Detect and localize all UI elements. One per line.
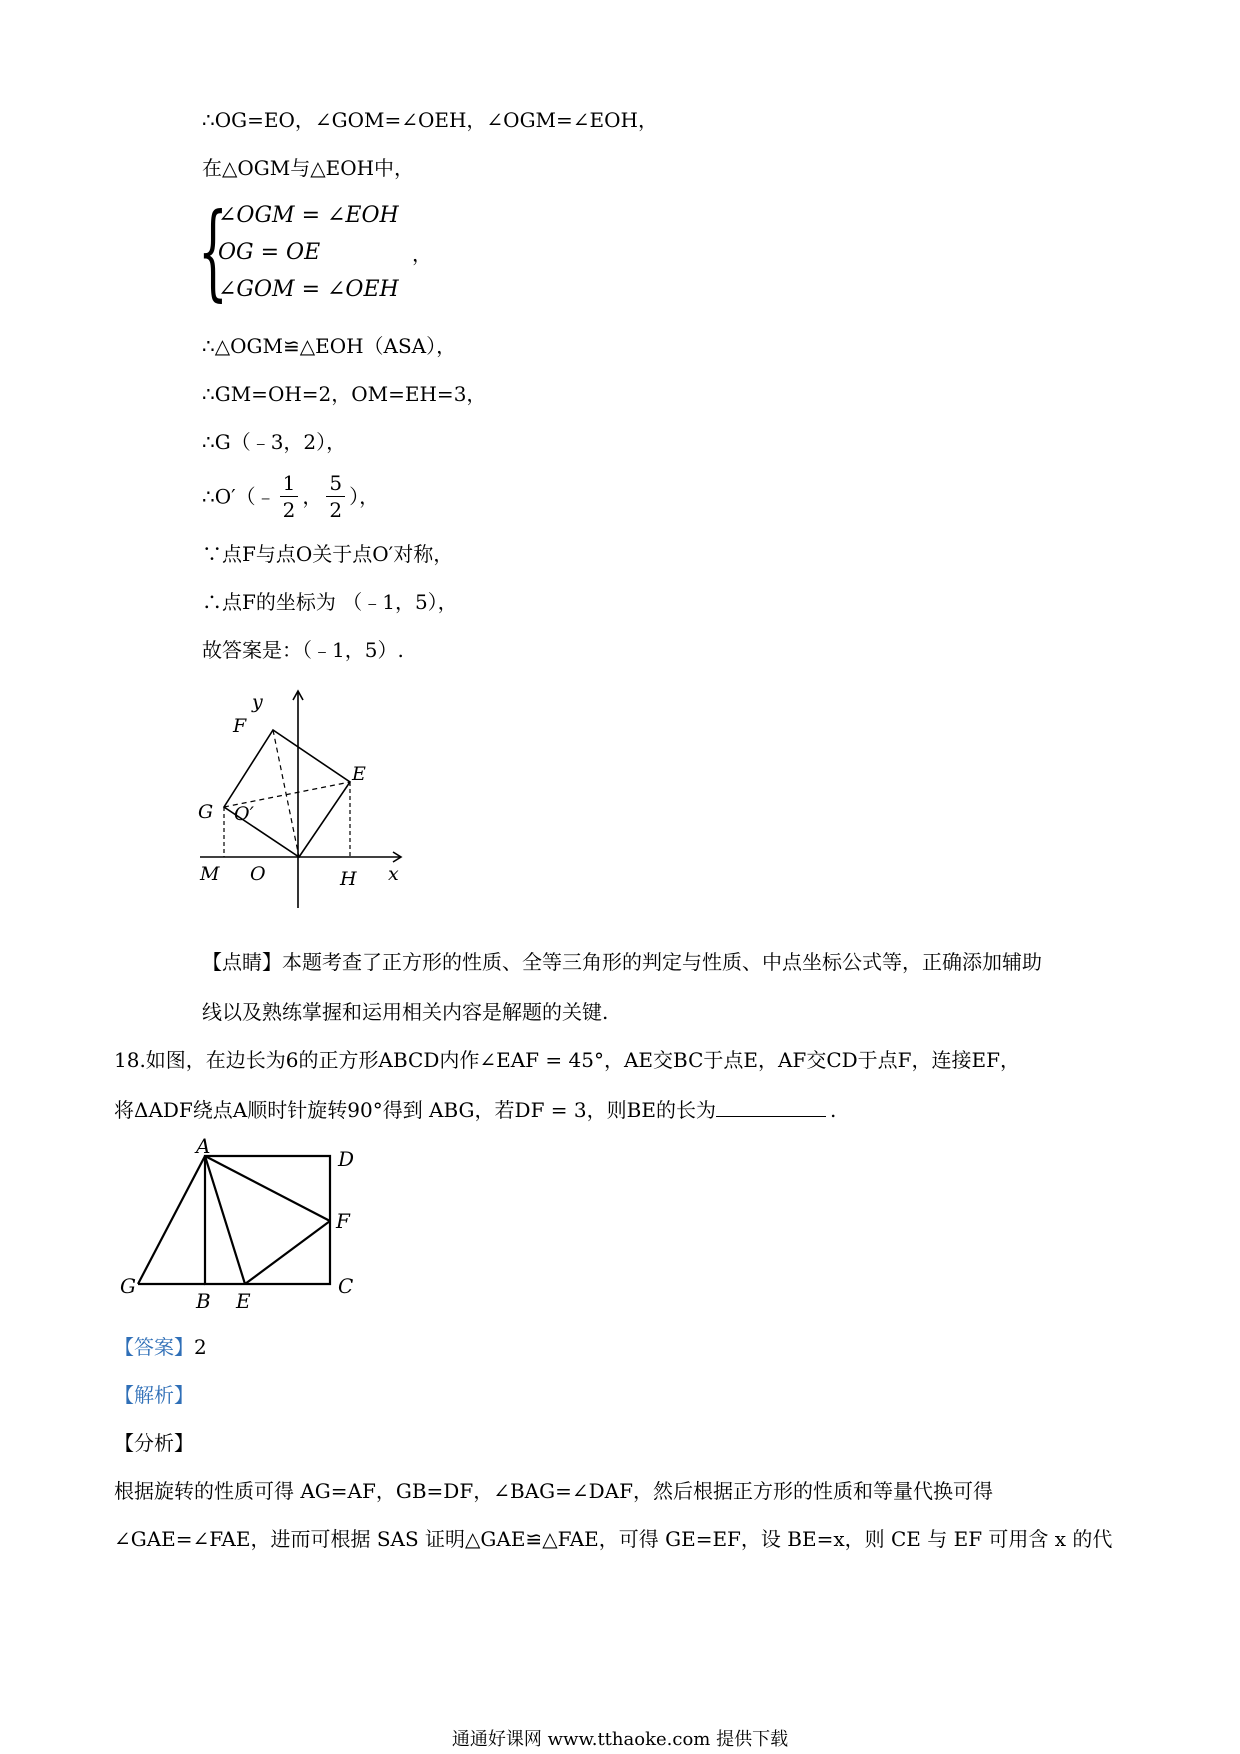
dianjing-text-1: 本题考查了正方形的性质、全等三角形的判定与性质、中点坐标公式等，正确添加辅助 — [282, 950, 1042, 974]
equation-system — [198, 190, 442, 312]
segment-ef — [245, 1221, 330, 1284]
dianjing-line-2: 线以及熟练掌握和运用相关内容是解题的关键. — [202, 1000, 609, 1024]
label-g2: G — [120, 1274, 136, 1298]
dianjing-tag: 【点睛】 — [202, 950, 282, 974]
square-abcd — [205, 1156, 330, 1284]
label-g: G — [198, 801, 214, 823]
label-a: A — [196, 1135, 211, 1158]
label-c: C — [338, 1274, 354, 1298]
label-o: O — [250, 863, 266, 885]
answer-line — [114, 1337, 207, 1357]
solution-line-5: ∴G（﹣3，2）， — [202, 430, 347, 454]
problem-18-line-1: 18.如图，在边长为6的正方形ABCD内作∠EAF = 45°，AE交BC于点E，AF交CD于点F，连接EF， — [114, 1048, 1021, 1072]
fraction-numerator: 1 — [280, 470, 299, 497]
label-e2: E — [236, 1289, 251, 1313]
fraction-five-halves — [326, 470, 345, 523]
o-prime-separator: ， — [302, 484, 323, 509]
solution-line-2: 在△OGM与△EOH中， — [202, 156, 415, 180]
figure-square-coordinate-diagram — [190, 680, 420, 910]
fraction-one-half — [280, 470, 299, 523]
segment-af — [205, 1156, 330, 1221]
label-f: F — [233, 715, 247, 737]
label-o-prime: O′ — [234, 803, 254, 825]
solution-line-6 — [202, 470, 379, 523]
figure-square-abcd — [120, 1135, 370, 1315]
o-prime-prefix: ∴O′（﹣ — [202, 484, 276, 509]
problem-18-text: 将ΔADF绕点A顺时针旋转90°得到 ABG，若DF = 3，则BE的长为 — [114, 1098, 716, 1122]
problem-18-line-2 — [114, 1098, 836, 1120]
fenxi-line-2: ∠GAE=∠FAE，进而可根据 SAS 证明△GAE≌△FAE，可得 GE=EF，设 BE=x，则 CE 与 EF 可用含 x 的代 — [114, 1527, 1113, 1551]
label-e: E — [352, 763, 366, 785]
solution-line-1: ∴OG=EO，∠GOM=∠OEH，∠OGM=∠EOH， — [202, 108, 658, 132]
label-b: B — [196, 1289, 211, 1313]
jiexi-tag: 【解析】 — [114, 1383, 194, 1407]
system-row-2: OG = OE — [218, 240, 321, 265]
system-row-3: ∠GOM = ∠OEH — [218, 277, 399, 302]
label-f2: F — [336, 1209, 350, 1233]
segment-ag — [138, 1156, 205, 1284]
fraction-denominator: 2 — [329, 498, 343, 522]
label-d: D — [338, 1147, 355, 1171]
fraction-numerator: 5 — [326, 470, 345, 497]
answer-value: 2 — [194, 1335, 207, 1359]
problem-18-period: . — [829, 1098, 837, 1122]
solution-line-3: ∴△OGM≌△EOH（ASA）， — [202, 334, 457, 358]
fraction-denominator: 2 — [282, 498, 296, 522]
square-goef — [224, 730, 350, 857]
segment-ae — [205, 1156, 245, 1284]
solution-line-8: ∴点F的坐标为 （﹣1，5）， — [202, 590, 458, 614]
dianjing-line-1 — [202, 952, 1042, 972]
answer-blank — [716, 1098, 826, 1117]
solution-line-9: 故答案是：（﹣1，5）. — [202, 638, 404, 662]
page-footer: 通通好课网 www.tthaoke.com 提供下载 — [451, 1729, 789, 1750]
label-x: x — [388, 863, 399, 885]
solution-line-4: ∴GM=OH=2，OM=EH=3， — [202, 382, 487, 406]
fenxi-line-1: 根据旋转的性质可得 AG=AF，GB=DF，∠BAG=∠DAF，然后根据正方形的性质和等量代换可得 — [114, 1479, 993, 1503]
left-brace: { — [198, 190, 228, 312]
system-row-1: ∠OGM = ∠EOH — [218, 203, 399, 228]
label-m: M — [200, 863, 220, 885]
system-comma: ， — [412, 242, 432, 266]
solution-line-7: ∵点F与点O关于点O′对称， — [202, 542, 454, 566]
answer-tag: 【答案】 — [114, 1335, 194, 1359]
label-h: H — [340, 868, 357, 890]
o-prime-suffix: ）， — [349, 484, 380, 509]
label-y: y — [252, 691, 263, 713]
fenxi-tag: 【分析】 — [114, 1431, 194, 1455]
